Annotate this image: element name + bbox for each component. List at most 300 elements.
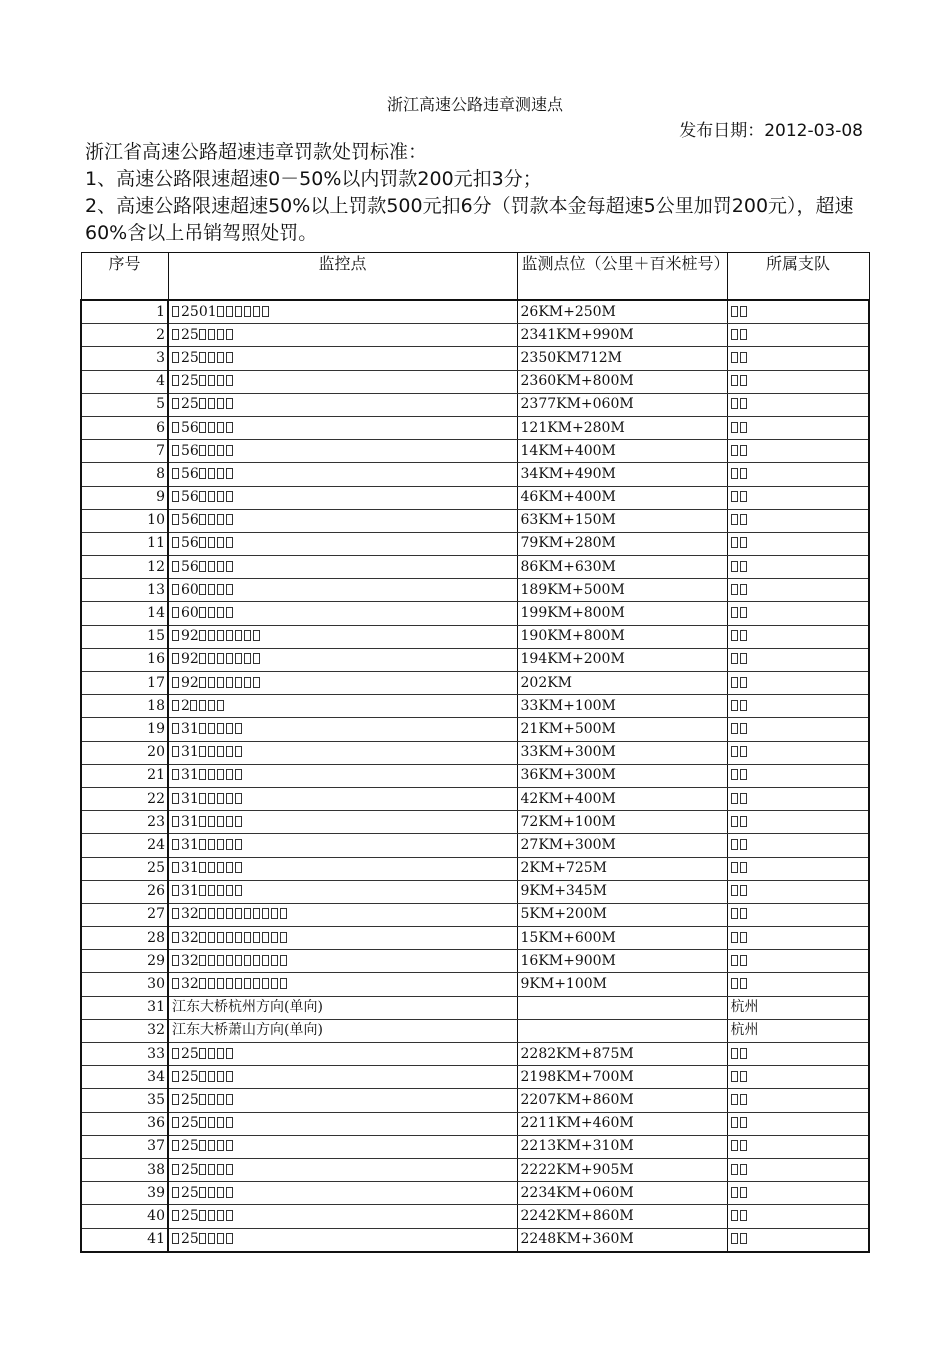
table-row [81, 416, 869, 439]
missing-glyph-box [740, 816, 747, 827]
missing-glyph-box [271, 932, 278, 943]
cell-point-text: 31 [181, 860, 199, 877]
missing-glyph-box [217, 1210, 224, 1221]
missing-glyph-box [731, 630, 738, 641]
missing-glyph-box [226, 561, 233, 572]
cell-location: 2341KM+990M [517, 324, 727, 347]
cell-location: 2234KM+060M [517, 1182, 727, 1205]
missing-glyph-box [217, 653, 224, 664]
missing-glyph-box [172, 769, 179, 780]
cell-point-text: 56 [181, 558, 199, 575]
cell-point-text: 25 [181, 373, 199, 390]
missing-glyph-box [226, 306, 233, 317]
missing-glyph-box [208, 468, 215, 479]
missing-glyph-box [262, 932, 269, 943]
missing-glyph-box [208, 955, 215, 966]
missing-glyph-box [253, 908, 260, 919]
cell-point-text: 56 [181, 535, 199, 552]
missing-glyph-box [226, 352, 233, 363]
cell-seq: 8 [81, 463, 168, 486]
missing-glyph-box [208, 1164, 215, 1175]
missing-glyph-box [199, 468, 206, 479]
cell-point-text: 56 [181, 442, 199, 459]
missing-glyph-box [731, 793, 738, 804]
missing-glyph-box [208, 677, 215, 688]
cell-location: 63KM+150M [517, 509, 727, 532]
missing-glyph-box [172, 422, 179, 433]
cell-location: 21KM+500M [517, 718, 727, 741]
cell-point-text: 31 [181, 836, 199, 853]
table-row [81, 718, 869, 741]
missing-glyph-box [199, 1164, 206, 1175]
cell-point [168, 741, 517, 764]
cell-location: 2377KM+060M [517, 393, 727, 416]
cell-team [727, 1205, 869, 1228]
missing-glyph-box [244, 978, 251, 989]
cell-point [168, 695, 517, 718]
cell-location: 199KM+800M [517, 602, 727, 625]
missing-glyph-box [217, 561, 224, 572]
missing-glyph-box [172, 1187, 179, 1198]
cell-point [168, 648, 517, 671]
missing-glyph-box [740, 885, 747, 896]
cell-team [727, 579, 869, 602]
missing-glyph-box [208, 537, 215, 548]
missing-glyph-box [740, 1117, 747, 1128]
table-header-row [81, 253, 869, 301]
cell-seq: 4 [81, 370, 168, 393]
missing-glyph-box [172, 468, 179, 479]
cell-point [168, 300, 517, 324]
speed-camera-table [80, 252, 870, 1253]
missing-glyph-box [217, 1140, 224, 1151]
missing-glyph-box [172, 398, 179, 409]
table-row [81, 579, 869, 602]
cell-team [727, 486, 869, 509]
missing-glyph-box [235, 839, 242, 850]
table-row [81, 927, 869, 950]
missing-glyph-box [172, 885, 179, 896]
missing-glyph-box [235, 978, 242, 989]
missing-glyph-box [172, 932, 179, 943]
cell-point [168, 973, 517, 996]
missing-glyph-box [172, 816, 179, 827]
missing-glyph-box [199, 1210, 206, 1221]
cell-location: 190KM+800M [517, 625, 727, 648]
cell-location: 2213KM+310M [517, 1135, 727, 1158]
cell-seq: 11 [81, 532, 168, 555]
cell-location: 27KM+300M [517, 834, 727, 857]
missing-glyph-box [172, 700, 179, 711]
cell-location: 36KM+300M [517, 764, 727, 787]
missing-glyph-box [740, 978, 747, 989]
missing-glyph-box [740, 398, 747, 409]
missing-glyph-box [226, 445, 233, 456]
cell-seq: 25 [81, 857, 168, 880]
cell-point-text: 31 [181, 883, 199, 900]
missing-glyph-box [208, 700, 215, 711]
missing-glyph-box [740, 422, 747, 433]
cell-point-text: 25 [181, 1068, 199, 1085]
missing-glyph-box [208, 862, 215, 873]
cell-point [168, 1112, 517, 1135]
missing-glyph-box [740, 306, 747, 317]
cell-team [727, 324, 869, 347]
missing-glyph-box [740, 375, 747, 386]
cell-team [727, 440, 869, 463]
cell-point-text: 25 [181, 326, 199, 343]
cell-seq: 16 [81, 648, 168, 671]
missing-glyph-box [740, 746, 747, 757]
cell-point [168, 1205, 517, 1228]
table-row [81, 347, 869, 370]
missing-glyph-box [262, 908, 269, 919]
missing-glyph-box [172, 1233, 179, 1244]
table-row [81, 625, 869, 648]
missing-glyph-box [217, 677, 224, 688]
cell-point-text: 25 [181, 1184, 199, 1201]
missing-glyph-box [731, 653, 738, 664]
missing-glyph-box [172, 653, 179, 664]
cell-location: 33KM+300M [517, 741, 727, 764]
cell-seq: 32 [81, 1019, 168, 1042]
missing-glyph-box [172, 491, 179, 502]
missing-glyph-box [199, 1117, 206, 1128]
missing-glyph-box [217, 352, 224, 363]
cell-point [168, 903, 517, 926]
missing-glyph-box [226, 1187, 233, 1198]
cell-point-text: 92 [181, 628, 199, 645]
table-row [81, 556, 869, 579]
cell-team [727, 1089, 869, 1112]
cell-location: 15KM+600M [517, 927, 727, 950]
missing-glyph-box [208, 1094, 215, 1105]
cell-point [168, 509, 517, 532]
cell-team [727, 1182, 869, 1205]
missing-glyph-box [208, 352, 215, 363]
cell-point-text: 25 [181, 1207, 199, 1224]
missing-glyph-box [199, 491, 206, 502]
missing-glyph-box [208, 1210, 215, 1221]
cell-team [727, 950, 869, 973]
cell-point-text: 25 [181, 349, 199, 366]
missing-glyph-box [226, 329, 233, 340]
cell-point [168, 1043, 517, 1066]
table-row [81, 324, 869, 347]
cell-team [727, 973, 869, 996]
missing-glyph-box [226, 932, 233, 943]
missing-glyph-box [731, 561, 738, 572]
missing-glyph-box [731, 746, 738, 757]
missing-glyph-box [244, 653, 251, 664]
missing-glyph-box [235, 955, 242, 966]
missing-glyph-box [253, 630, 260, 641]
cell-point [168, 718, 517, 741]
missing-glyph-box [740, 445, 747, 456]
missing-glyph-box [172, 375, 179, 386]
table-row [81, 741, 869, 764]
missing-glyph-box [172, 1164, 179, 1175]
missing-glyph-box [217, 908, 224, 919]
missing-glyph-box [172, 329, 179, 340]
missing-glyph-box [731, 677, 738, 688]
cell-team [727, 695, 869, 718]
missing-glyph-box [199, 1048, 206, 1059]
missing-glyph-box [731, 537, 738, 548]
table-row [81, 672, 869, 695]
cell-team [727, 370, 869, 393]
table-row [81, 300, 869, 324]
missing-glyph-box [740, 468, 747, 479]
missing-glyph-box [226, 723, 233, 734]
table-row [81, 880, 869, 903]
cell-location: 86KM+630M [517, 556, 727, 579]
table-row [81, 950, 869, 973]
missing-glyph-box [172, 537, 179, 548]
missing-glyph-box [280, 955, 287, 966]
cell-point-text: 江东大桥萧山方向(单向) [172, 1022, 323, 1039]
missing-glyph-box [235, 816, 242, 827]
missing-glyph-box [731, 1164, 738, 1175]
missing-glyph-box [172, 630, 179, 641]
cell-team [727, 300, 869, 324]
cell-point-text: 25 [181, 1231, 199, 1248]
missing-glyph-box [217, 1071, 224, 1082]
cell-point-text: 56 [181, 419, 199, 436]
table-row [81, 1066, 869, 1089]
missing-glyph-box [199, 816, 206, 827]
cell-location: 2KM+725M [517, 857, 727, 880]
table-row [81, 1019, 869, 1042]
missing-glyph-box [740, 1048, 747, 1059]
cell-team [727, 857, 869, 880]
missing-glyph-box [172, 584, 179, 595]
missing-glyph-box [172, 955, 179, 966]
cell-point [168, 1135, 517, 1158]
missing-glyph-box [731, 723, 738, 734]
missing-glyph-box [217, 1094, 224, 1105]
missing-glyph-box [731, 862, 738, 873]
cell-team [727, 393, 869, 416]
cell-location: 14KM+400M [517, 440, 727, 463]
missing-glyph-box [226, 491, 233, 502]
missing-glyph-box [731, 375, 738, 386]
missing-glyph-box [740, 1140, 747, 1151]
missing-glyph-box [208, 398, 215, 409]
missing-glyph-box [199, 932, 206, 943]
missing-glyph-box [244, 955, 251, 966]
cell-point-text: 32 [181, 929, 199, 946]
cell-point [168, 880, 517, 903]
cell-point-text: 江东大桥杭州方向(单向) [172, 999, 323, 1016]
missing-glyph-box [253, 306, 260, 317]
missing-glyph-box [199, 978, 206, 989]
cell-point [168, 602, 517, 625]
cell-seq: 39 [81, 1182, 168, 1205]
missing-glyph-box [226, 1210, 233, 1221]
table-row [81, 393, 869, 416]
cell-team [727, 927, 869, 950]
missing-glyph-box [217, 375, 224, 386]
cell-location: 202KM [517, 672, 727, 695]
cell-location: 5KM+200M [517, 903, 727, 926]
cell-team [727, 718, 869, 741]
cell-team [727, 463, 869, 486]
cell-point [168, 787, 517, 810]
cell-team [727, 532, 869, 555]
cell-team [727, 903, 869, 926]
cell-seq: 34 [81, 1066, 168, 1089]
cell-location: 33KM+100M [517, 695, 727, 718]
missing-glyph-box [740, 769, 747, 780]
missing-glyph-box [199, 955, 206, 966]
cell-location: 194KM+200M [517, 648, 727, 671]
missing-glyph-box [217, 607, 224, 618]
missing-glyph-box [208, 839, 215, 850]
missing-glyph-box [172, 746, 179, 757]
cell-team [727, 625, 869, 648]
cell-team-text: 杭州 [730, 1022, 759, 1039]
missing-glyph-box [217, 445, 224, 456]
notice-rule-2: 2、高速公路限速超速50%以上罚款500元扣6分（罚款本金每超速5公里加罚200元），超速60%含以上吊销驾照处罚。 [85, 195, 854, 244]
cell-seq: 3 [81, 347, 168, 370]
missing-glyph-box [740, 793, 747, 804]
table-row [81, 602, 869, 625]
cell-point [168, 370, 517, 393]
missing-glyph-box [235, 723, 242, 734]
missing-glyph-box [731, 422, 738, 433]
missing-glyph-box [217, 398, 224, 409]
missing-glyph-box [731, 885, 738, 896]
missing-glyph-box [253, 932, 260, 943]
missing-glyph-box [226, 1164, 233, 1175]
cell-point [168, 1066, 517, 1089]
missing-glyph-box [217, 329, 224, 340]
missing-glyph-box [244, 306, 251, 317]
missing-glyph-box [208, 793, 215, 804]
missing-glyph-box [235, 769, 242, 780]
missing-glyph-box [199, 1140, 206, 1151]
missing-glyph-box [731, 607, 738, 618]
missing-glyph-box [208, 908, 215, 919]
table-row [81, 1182, 869, 1205]
cell-point [168, 532, 517, 555]
missing-glyph-box [208, 422, 215, 433]
cell-location: 2350KM712M [517, 347, 727, 370]
cell-seq: 15 [81, 625, 168, 648]
missing-glyph-box [199, 1094, 206, 1105]
cell-location: 2248KM+360M [517, 1228, 727, 1252]
cell-seq: 12 [81, 556, 168, 579]
cell-point [168, 857, 517, 880]
missing-glyph-box [172, 1140, 179, 1151]
missing-glyph-box [217, 1187, 224, 1198]
missing-glyph-box [740, 1164, 747, 1175]
missing-glyph-box [235, 653, 242, 664]
missing-glyph-box [244, 677, 251, 688]
missing-glyph-box [208, 746, 215, 757]
missing-glyph-box [217, 514, 224, 525]
missing-glyph-box [253, 978, 260, 989]
missing-glyph-box [199, 862, 206, 873]
missing-glyph-box [199, 584, 206, 595]
cell-team [727, 672, 869, 695]
cell-point-text: 60 [181, 581, 199, 598]
missing-glyph-box [226, 1048, 233, 1059]
missing-glyph-box [740, 677, 747, 688]
missing-glyph-box [235, 885, 242, 896]
missing-glyph-box [226, 1117, 233, 1128]
missing-glyph-box [740, 700, 747, 711]
cell-point-text: 25 [181, 1045, 199, 1062]
missing-glyph-box [740, 491, 747, 502]
cell-point-text: 56 [181, 512, 199, 529]
missing-glyph-box [235, 908, 242, 919]
missing-glyph-box [731, 1117, 738, 1128]
missing-glyph-box [217, 584, 224, 595]
missing-glyph-box [226, 514, 233, 525]
missing-glyph-box [740, 862, 747, 873]
missing-glyph-box [208, 445, 215, 456]
cell-point-text: 32 [181, 976, 199, 993]
header-team: 所属支队 [727, 253, 869, 301]
missing-glyph-box [208, 978, 215, 989]
table-row [81, 834, 869, 857]
missing-glyph-box [217, 491, 224, 502]
cell-point-text: 31 [181, 720, 199, 737]
cell-point [168, 950, 517, 973]
cell-location: 2211KM+460M [517, 1112, 727, 1135]
missing-glyph-box [271, 955, 278, 966]
missing-glyph-box [190, 700, 197, 711]
missing-glyph-box [217, 793, 224, 804]
cell-point [168, 672, 517, 695]
cell-point [168, 625, 517, 648]
cell-seq: 35 [81, 1089, 168, 1112]
cell-seq: 27 [81, 903, 168, 926]
missing-glyph-box [740, 352, 747, 363]
missing-glyph-box [731, 1233, 738, 1244]
header-seq: 序号 [81, 253, 168, 301]
cell-location: 2242KM+860M [517, 1205, 727, 1228]
missing-glyph-box [217, 746, 224, 757]
missing-glyph-box [731, 769, 738, 780]
cell-seq: 36 [81, 1112, 168, 1135]
cell-location: 189KM+500M [517, 579, 727, 602]
cell-seq: 24 [81, 834, 168, 857]
header-location: 监测点位（公里＋百米桩号） [517, 253, 727, 301]
cell-point [168, 1089, 517, 1112]
cell-point-text: 2 [181, 697, 190, 714]
cell-point [168, 1228, 517, 1252]
missing-glyph-box [226, 1233, 233, 1244]
missing-glyph-box [226, 839, 233, 850]
missing-glyph-box [172, 514, 179, 525]
cell-seq: 22 [81, 787, 168, 810]
cell-location: 121KM+280M [517, 416, 727, 439]
missing-glyph-box [199, 793, 206, 804]
document-title: 浙江高速公路违章测速点 [386, 95, 563, 114]
cell-seq: 29 [81, 950, 168, 973]
missing-glyph-box [217, 862, 224, 873]
cell-point [168, 834, 517, 857]
missing-glyph-box [208, 769, 215, 780]
missing-glyph-box [740, 630, 747, 641]
cell-location: 2282KM+875M [517, 1043, 727, 1066]
cell-location: 2207KM+860M [517, 1089, 727, 1112]
missing-glyph-box [208, 816, 215, 827]
missing-glyph-box [235, 630, 242, 641]
